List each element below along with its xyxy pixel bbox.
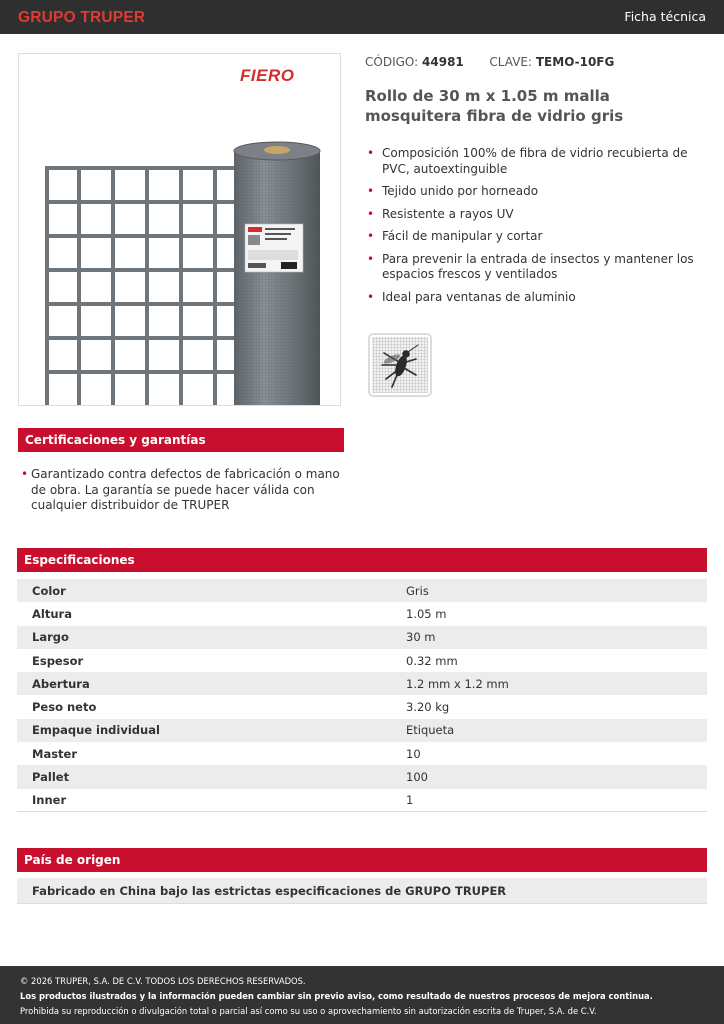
spec-value: Etiqueta [392,719,707,742]
spec-value: 0.32 mm [406,653,458,668]
fiero-logo: FIERO [240,66,295,85]
spec-value: 1.2 mm x 1.2 mm [392,672,707,695]
table-row [17,742,707,765]
mesh-grid [45,166,259,406]
feature-item: • Para prevenir la entrada de insectos y mantener los espacios frescos y ventilados [365,252,710,283]
table-row [17,765,707,788]
spec-label: Largo [17,626,392,649]
spec-label: Abertura [17,672,392,695]
feature-list [365,146,710,312]
feature-item: • Fácil de manipular y cortar [365,229,710,245]
feature-item: • Ideal para ventanas de aluminio [365,290,710,306]
specs-heading: Especificaciones [17,548,707,572]
spec-label: Peso neto [32,700,97,715]
table-row [17,672,707,695]
table-row [17,789,707,812]
feature-item: • Composición 100% de fibra de vidrio recubierta de PVC, autoextinguible [365,146,710,177]
key-value: TEMO-10FG [535,55,615,69]
spec-value: 1.05 m [406,606,447,621]
spec-label: Altura [32,606,72,621]
product-codes [365,55,614,69]
specs-table [17,579,707,812]
footer [0,966,724,1024]
spec-value: 10 [406,746,421,761]
spec-label: Empaque individual [17,719,392,742]
code-label: CÓDIGO: [365,55,419,69]
spec-value: 1 [392,789,707,812]
code-value: 44981 [422,55,464,69]
spec-label: Espesor [32,653,84,668]
origin-heading: País de origen [17,848,707,872]
spec-label: Pallet [17,765,392,788]
origin-text: Fabricado en China bajo las estrictas especificaciones de GRUPO TRUPER [17,878,707,904]
table-row [17,602,707,625]
document-type-label: Ficha técnica [624,9,706,24]
warranty-item: • Garantizado contra defectos de fabricación o mano de obra. La garantía se puede hacer válida con cualquier distribuidor de TRUPER [20,467,340,514]
footer-copyright: © 2026 TRUPER, S.A. DE C.V. TODOS LOS DERECHOS RESERVADOS. [20,976,306,986]
product-title: Rollo de 30 m x 1.05 m malla mosquitera fibra de vidrio gris [365,87,624,125]
spec-value: 100 [392,765,707,788]
feature-item: • Tejido unido por horneado [365,184,710,200]
key-label: CLAVE: [489,55,533,69]
spec-label: Inner [17,789,392,812]
feature-item: • Resistente a rayos UV [365,207,710,223]
product-image [18,53,341,406]
footer-legal: Prohibida su reproducción o divulgación total o parcial así como su uso o aprovechamiento sin autorización escrita de Truper, S.A. de C.V. [20,1006,597,1016]
spec-label: Color [17,579,392,602]
table-row [17,695,707,718]
table-row [17,649,707,672]
brand-logo: GRUPO TRUPER [18,9,146,26]
table-row [17,719,707,742]
spec-label: Master [32,746,78,761]
mosquito-screen-icon [368,333,432,397]
table-row [17,579,707,602]
table-row [17,626,707,649]
spec-value: Gris [392,579,707,602]
certifications-heading: Certificaciones y garantías [18,428,344,452]
footer-notice: Los productos ilustrados y la información pueden cambiar sin previo aviso, como resultado de nuestros procesos de mejora continua. [20,991,653,1001]
warranty-list [20,467,340,514]
spec-value: 30 m [392,626,707,649]
spec-value: 3.20 kg [406,700,450,715]
mesh-roll-illustration [19,54,341,406]
top-header-bar [0,0,724,34]
